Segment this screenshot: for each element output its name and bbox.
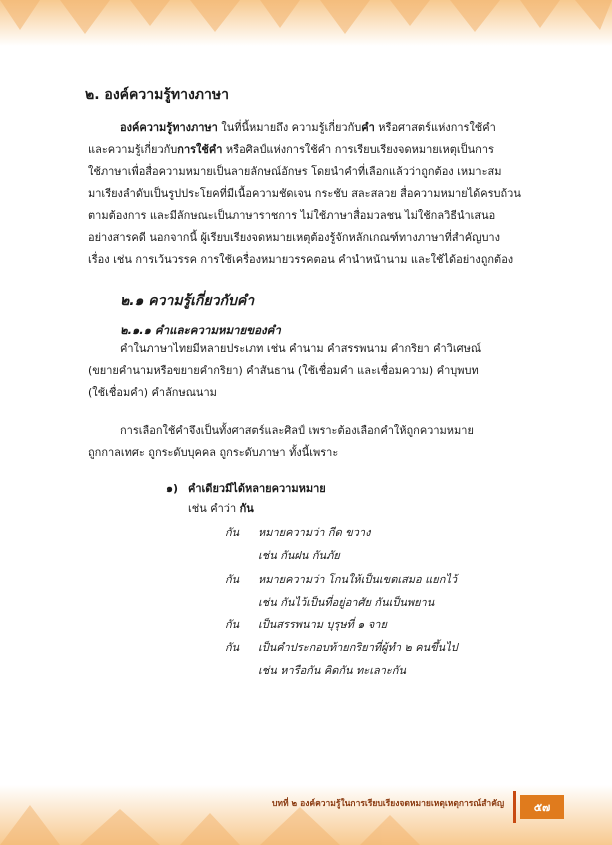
- item-example-line: [188, 498, 254, 520]
- intro-line-3: [88, 161, 501, 183]
- example-prefix: เช่น คำว่า: [188, 502, 240, 515]
- para2-line-2: ถูกกาลเทศะ ถูกระดับบุคคล ถูกระดับภาษา ทั้งนี้เพราะ: [88, 446, 339, 459]
- intro-run: คำ: [361, 121, 375, 134]
- subsection-heading: ๒.๑ ความรู้เกี่ยวกับคำ: [120, 293, 255, 309]
- footer-chapter-title: บทที่ ๒ องค์ความรู้ในการเรียบเรียงจดหมายเหตุเหตุการณ์สำคัญ: [272, 799, 505, 809]
- definition-example: เช่น หารือกัน คิดกัน ทะเลาะกัน: [258, 664, 406, 677]
- definition-meaning: เป็นสรรพนาม บุรุษที่ ๑ จาย: [258, 618, 387, 631]
- header-decoration: [0, 0, 612, 46]
- page-number: ๕๗: [520, 795, 564, 819]
- para2-line-1: การเลือกใช้คำจึงเป็นทั้งศาสตร์และศิลป์ เพราะต้องเลือกคำให้ถูกความหมาย: [120, 424, 474, 437]
- definition-meaning: หมายความว่า กีด ขวาง: [258, 526, 371, 539]
- intro-line-6: [88, 227, 500, 249]
- subsubsection-heading: ๒.๑.๑ คำและความหมายของคำ: [120, 323, 281, 337]
- intro-run: การใช้คำ: [177, 143, 223, 156]
- item-title: คำเดียวมีได้หลายความหมาย: [188, 482, 326, 495]
- intro-run: ใช้ภาษาเพื่อสื่อความหมายเป็นลายลักษณ์อักษร โดยนำคำที่เลือกแล้วว่าถูกต้อง เหมาะสม: [88, 165, 502, 178]
- intro-line-1: [120, 117, 496, 139]
- intro-run: อย่างสารคดี นอกจากนี้ ผู้เรียบเรียงจดหมายเหตุต้องรู้จักหลักเกณฑ์ทางภาษาที่สำคัญบาง: [88, 231, 500, 244]
- intro-run: หรือศิลป์แห่งการใช้คำ การเรียบเรียงจดหมายเหตุเป็นการ: [222, 143, 494, 156]
- intro-run: มาเรียงลำดับเป็นรูปประโยคที่มีเนื้อความชัดเจน กระชับ สละสลวย สื่อความหมายได้ครบถ้วน: [88, 187, 521, 200]
- intro-line-4: [88, 183, 521, 205]
- intro-run: ตามต้องการ และมีลักษณะเป็นภาษาราชการ ไม่ใช้ภาษาสื่อมวลชน ไม่ใช้กลวิธีนำเสนอ: [88, 209, 496, 222]
- definition-example: เช่น กันไว้เป็นที่อยู่อาศัย กันเป็นพยาน: [258, 596, 435, 609]
- para1-line-1: คำในภาษาไทยมีหลายประเภท เช่น คำนาม คำสรรพนาม คำกริยา คำวิเศษณ์: [120, 342, 482, 355]
- item-number: ๑): [166, 482, 179, 495]
- page-number-divider: [513, 791, 516, 823]
- definition-word: กัน: [225, 526, 240, 539]
- intro-run: องค์ความรู้ทางภาษา: [120, 121, 218, 134]
- example-word: กัน: [239, 502, 254, 515]
- intro-line-7: [88, 249, 513, 271]
- definition-word: กัน: [225, 641, 240, 654]
- para1-line-2: (ขยายคำนามหรือขยายคำกริยา) คำสันธาน (ใช้เชื่อมคำ และเชื่อมความ) คำบุพบท: [88, 364, 479, 377]
- definition-meaning: เป็นคำประกอบท้ายกริยาที่ผู้ทำ ๒ คนขึ้นไป: [258, 641, 458, 654]
- definition-word: กัน: [225, 573, 240, 586]
- section-heading: ๒. องค์ความรู้ทางภาษา: [85, 87, 229, 103]
- intro-run: ในที่นี้หมายถึง ความรู้เกี่ยวกับ: [217, 121, 362, 134]
- definition-word: กัน: [225, 618, 240, 631]
- intro-run: หรือศาสตร์แห่งการใช้คำ: [374, 121, 496, 134]
- definition-example: เช่น กันฝน กันภัย: [258, 549, 340, 562]
- intro-run: และความรู้เกี่ยวกับ: [88, 143, 178, 156]
- intro-line-2: [88, 139, 494, 161]
- intro-line-5: [88, 205, 495, 227]
- para1-line-3: (ใช้เชื่อมคำ) คำลักษณนาม: [88, 386, 217, 399]
- intro-run: เรื่อง เช่น การเว้นวรรค การใช้เครื่องหมายวรรคตอน คำนำหน้านาม และใช้ได้อย่างถูกต้อง: [88, 253, 514, 266]
- definition-meaning: หมายความว่า โกนให้เป็นเขตเสมอ แยกไว้: [258, 573, 458, 586]
